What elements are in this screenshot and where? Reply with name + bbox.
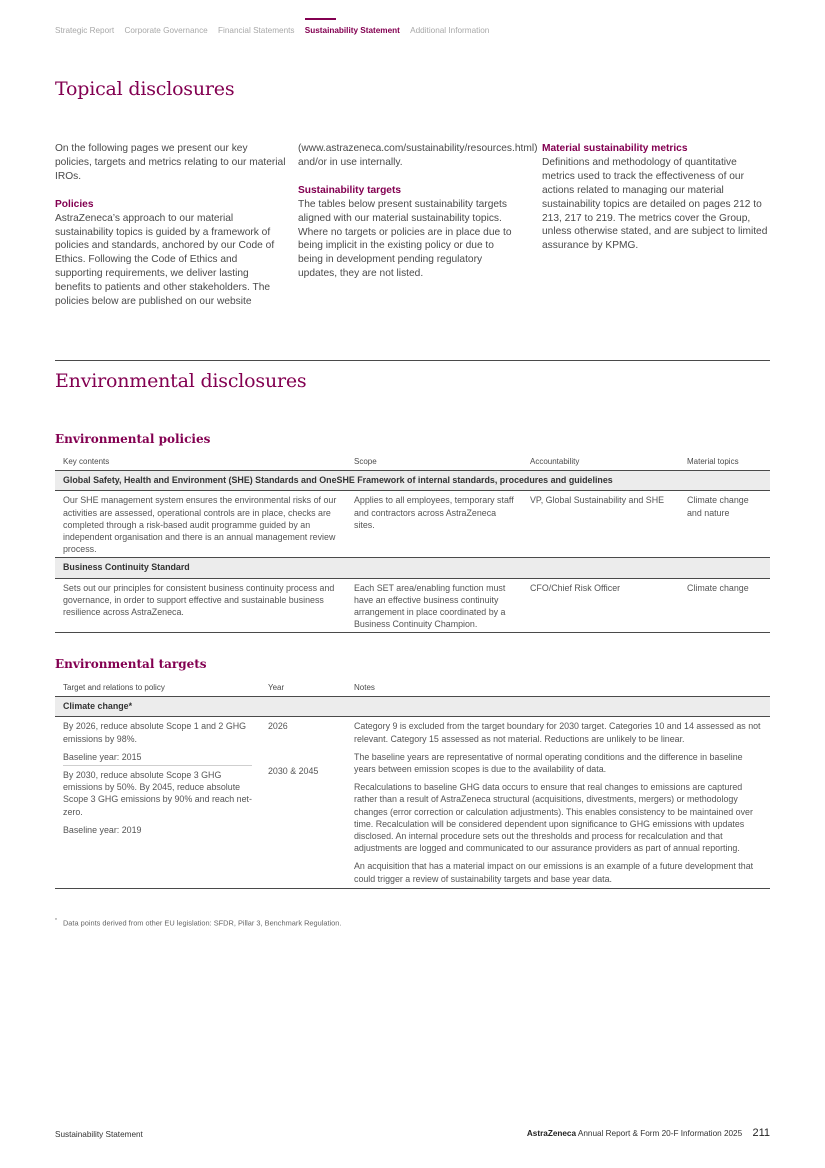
metrics-heading: Material sustainability metrics <box>542 143 688 154</box>
policy-group-row <box>55 471 770 491</box>
nav-corporate-governance[interactable]: Corporate Governance <box>124 26 208 35</box>
policy-content: Our SHE management system ensures the environmental risks of our activities are assessed, operational controls are in place, checks are completed through a risk-based audit programme guided by an independent organisation and there is an annual management review process. <box>55 491 346 558</box>
footer-report-title: Annual Report & Form 20-F Information 2025 <box>577 1129 743 1138</box>
policies-block <box>55 198 287 309</box>
footnote-text: Data points derived from other EU legislation: SFDR, Pillar 3, Benchmark Regulation. <box>62 918 342 928</box>
target-scope-1-2: By 2026, reduce absolute Scope 1 and 2 GHG emissions by 98%. <box>63 721 247 744</box>
column-header-material-topics: Material topics <box>679 456 770 471</box>
target-group-row <box>55 697 770 717</box>
environmental-targets-table <box>55 682 770 889</box>
note-item: An acquisition that has a material impact on our emissions is an example of a future development that could trigger a review of sustainability targets and base year data. <box>354 861 754 884</box>
intro-column-2 <box>298 142 538 295</box>
column-header-key-contents: Key contents <box>55 456 346 471</box>
policy-scope: Applies to all employees, temporary staff and contractors across AstraZeneca sites. <box>346 491 522 558</box>
note-item: Recalculations to baseline GHG data occurs to ensure that real changes to emissions are captured rather than a result of AstraZeneca structural (acquisitions, divestments, mergers) or methodology changes (error correction or calculation adjustments). This enables consistency to be maintained over time. Recalculation will be considered dependent upon significance to GHG emissions with updates disclosed. An internal procedure sets out the thresholds and process for recalculation and that adjustments are logged and communicated to our assurance providers as part of annual reporting. <box>354 782 753 854</box>
policies-website: (www.astrazeneca.com/sustainability/resources.html) and/or in use internally. <box>298 143 538 168</box>
target-scope-1-2-year: 2026 <box>268 721 288 732</box>
target-scope-3: By 2030, reduce absolute Scope 3 GHG emissions by 50%. By 2045, reduce absolute Scope 3 GHG emissions by 90% and reach net-zero. <box>63 765 252 818</box>
environmental-title: Environmental disclosures <box>55 370 307 392</box>
target-scope-3-baseline: Baseline year: 2019 <box>63 824 142 835</box>
page-number: 211 <box>752 1127 770 1139</box>
years-cell <box>260 717 346 888</box>
column-header-target: Target and relations to policy <box>55 682 260 697</box>
target-scope-1-2-baseline: Baseline year: 2015 <box>63 751 142 762</box>
policy-accountability: CFO/Chief Risk Officer <box>522 578 679 633</box>
intro-column-1 <box>55 142 287 323</box>
footer-brand: AstraZeneca <box>526 1129 577 1138</box>
nav-financial-statements[interactable]: Financial Statements <box>218 26 295 35</box>
policy-group-row <box>55 558 770 578</box>
target-group-name: Climate change* <box>55 697 770 717</box>
footnote <box>55 918 341 927</box>
policy-scope: Each SET area/enabling function must have an effective business continuity arrangement in place coordinated by a Business Continuity Champion. <box>346 578 522 633</box>
nav-sustainability-statement[interactable]: Sustainability Statement <box>304 26 400 35</box>
target-scope-3-year: 2030 & 2045 <box>268 765 319 776</box>
note-item: The baseline years are representative of normal operating conditions and the difference in baseline years between emission scopes is due to the availability of data. <box>354 751 743 775</box>
note-item: Category 9 is excluded from the target boundary for 2030 target. Categories 10 and 14 assessed as not relevant. Category 15 assessed as not material. Reductions are unlikely to be linear. <box>354 721 761 744</box>
metrics-text: Definitions and methodology of quantitative metrics used to track the effectiveness of our actions related to managing our material sustainability topics are detailed on pages 212 to 213, 217 to 219. The metrics cover the Group, unless otherwise stated, and are subject to limited assurance by KPMG. <box>542 156 768 252</box>
column-header-scope: Scope <box>346 456 522 471</box>
table-row <box>55 491 770 558</box>
policy-topics: Climate change and nature <box>679 491 770 558</box>
topical-title: Topical disclosures <box>55 78 235 100</box>
footer-report-info <box>527 1127 770 1139</box>
table-row <box>55 717 770 888</box>
section-divider <box>55 360 770 361</box>
targets-heading: Sustainability targets <box>298 184 402 196</box>
column-header-year: Year <box>260 682 346 697</box>
intro-column-3 <box>542 142 768 267</box>
top-nav <box>55 26 497 35</box>
policy-topics: Climate change <box>679 578 770 633</box>
targets-text: The tables below present sustainability targets aligned with our material sustainability topics. Where no targets or policies are in place due to being implicit in the existing policy or due to being in development pending regulatory updates, they are not listed. <box>298 198 512 280</box>
policies-text: AstraZeneca’s approach to our material sustainability topics is guided by a framework of policies and standards, anchored by our Code of Ethics. Following the Code of Ethics and supporting requirements, we deliver lasting benefits to patients and other stakeholders. The policies below are published on our website <box>55 212 275 308</box>
policy-group-name: Business Continuity Standard <box>55 558 770 578</box>
footnote-marker: * <box>55 918 57 924</box>
column-header-notes: Notes <box>346 682 770 697</box>
nav-strategic-report[interactable]: Strategic Report <box>55 26 115 35</box>
targets-block <box>298 184 516 281</box>
targets-cell <box>55 717 260 888</box>
metrics-block <box>542 142 768 253</box>
table-row <box>55 578 770 633</box>
notes-cell <box>346 717 770 888</box>
policies-heading: Policies <box>55 198 94 210</box>
policy-group-name: Global Safety, Health and Environment (SHE) Standards and OneSHE Framework of internal standards, procedures and guidelines <box>55 471 770 491</box>
policy-accountability: VP, Global Sustainability and SHE <box>522 491 679 558</box>
footer-section-label: Sustainability Statement <box>55 1130 143 1139</box>
intro-text: On the following pages we present our key policies, targets and metrics relating to our material IROs. <box>55 143 286 182</box>
environmental-policies-title: Environmental policies <box>55 432 211 446</box>
nav-additional-information[interactable]: Additional Information <box>410 26 490 35</box>
policy-content: Sets out our principles for consistent business continuity process and governance, in order to support effective and sustainable business resilience across AstraZeneca. <box>55 578 346 633</box>
environmental-targets-title: Environmental targets <box>55 657 207 671</box>
environmental-policies-table <box>55 456 770 633</box>
column-header-accountability: Accountability <box>522 456 679 471</box>
